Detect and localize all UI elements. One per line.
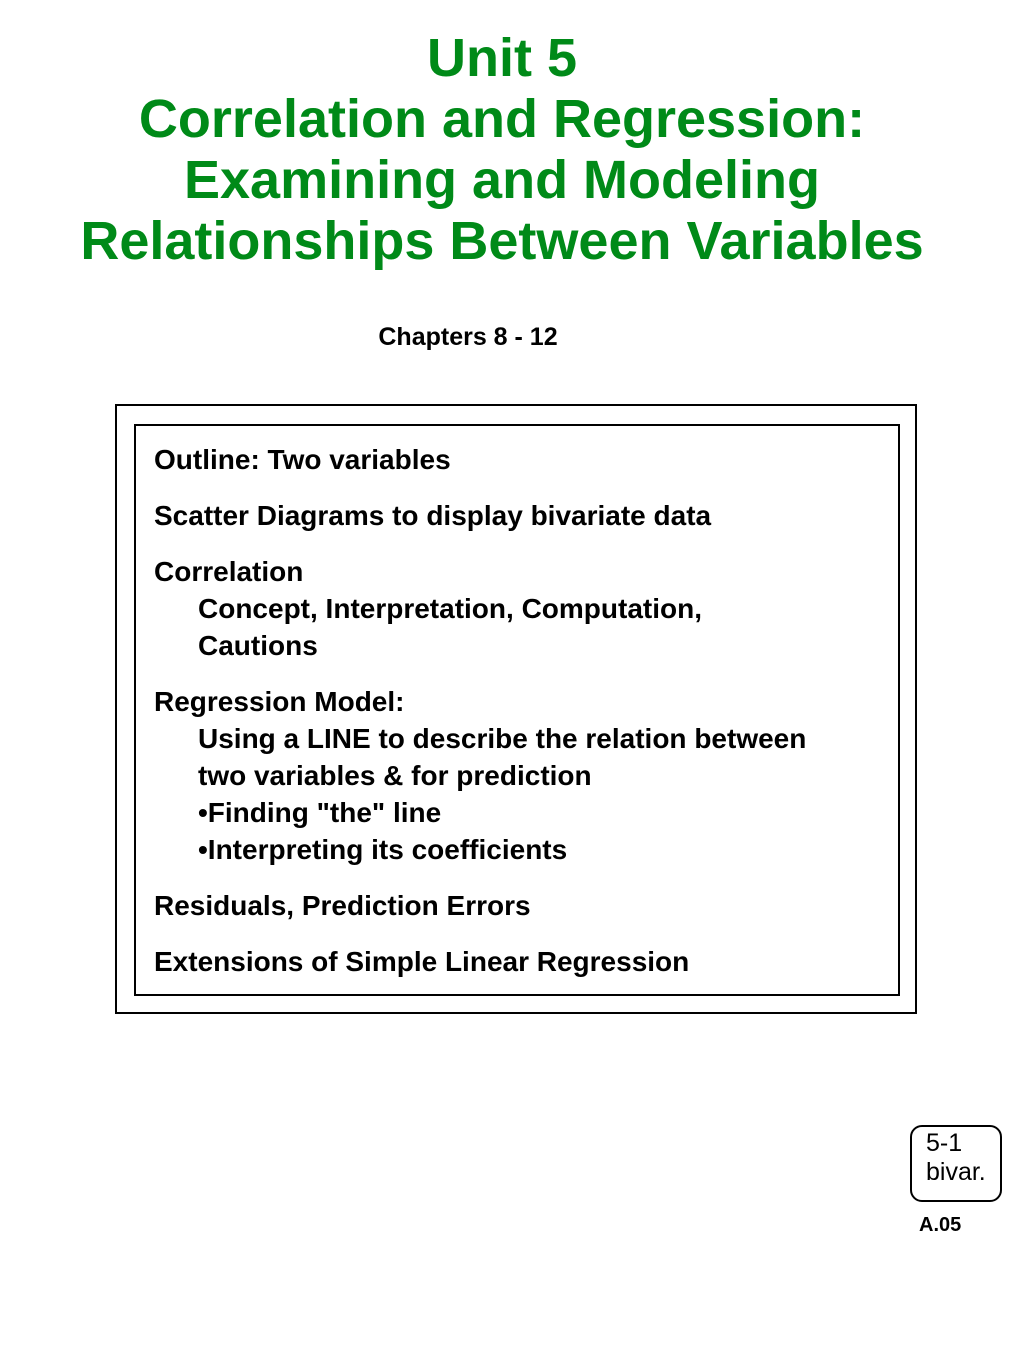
outline-regression-section — [154, 683, 914, 868]
title-line-unit: Unit 5 — [426, 28, 577, 88]
regression-bullet-coefficients: •Interpreting its coefficients — [198, 834, 568, 865]
chapters-subtitle: Chapters 8 - 12 — [378, 323, 558, 351]
regression-detail-line: Using a LINE to describe the relation between — [198, 723, 807, 754]
outline-extensions-section — [154, 943, 914, 980]
regression-detail-line: two variables & for prediction — [198, 760, 592, 791]
outline-item-residuals: Residuals, Prediction Errors — [154, 890, 531, 921]
outline-content — [154, 441, 914, 999]
page-tag-box — [910, 1125, 1002, 1202]
outline-residuals-section — [154, 887, 914, 924]
page-tag-number: 5-1 — [926, 1129, 963, 1157]
outline-item-regression: Regression Model: — [154, 686, 405, 717]
outline-scatter-section — [154, 497, 914, 534]
correlation-detail-line: Concept, Interpretation, Computation, — [198, 593, 702, 624]
outline-heading-section — [154, 441, 914, 478]
slide-code: A.05 — [919, 1214, 962, 1236]
outline-item-scatter: Scatter Diagrams to display bivariate data — [154, 500, 712, 531]
outline-item-correlation: Correlation — [154, 556, 304, 587]
outline-item-extensions: Extensions of Simple Linear Regression — [154, 946, 690, 977]
title-line-relationships: Relationships Between Variables — [80, 211, 924, 271]
slide-title — [0, 28, 1004, 272]
correlation-detail-line: Cautions — [198, 630, 318, 661]
outline-heading: Outline: Two variables — [154, 444, 451, 475]
regression-bullet-finding-line: •Finding "the" line — [198, 797, 442, 828]
title-line-topic: Correlation and Regression: — [138, 89, 866, 149]
title-line-examining: Examining and Modeling — [183, 150, 821, 210]
outline-correlation-section — [154, 553, 914, 664]
page-tag-label: bivar. — [926, 1158, 986, 1186]
